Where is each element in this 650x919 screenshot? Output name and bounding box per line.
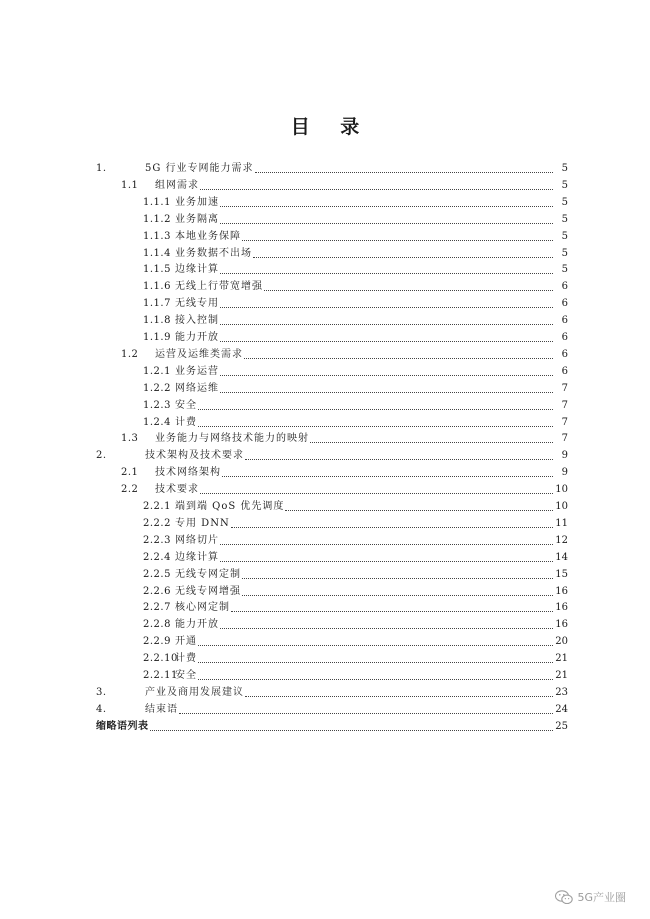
toc-entry-page: 5 (561, 179, 568, 191)
page-title: 目 录 (290, 116, 372, 138)
toc-entry-page: 7 (561, 399, 568, 411)
toc-entry[interactable] (0, 448, 650, 464)
toc-entry-label: 技术网络架构 (155, 467, 221, 479)
toc-entry[interactable] (0, 465, 650, 481)
toc-entry-page: 10 (555, 501, 568, 512)
toc-entry-page: 11 (555, 517, 568, 529)
toc-entry-page: 6 (561, 298, 568, 310)
toc-leader-dots (220, 222, 553, 224)
toc-entry-page: 6 (561, 332, 568, 343)
toc-entry-label: 结束语 (145, 703, 178, 715)
toc-entry[interactable] (0, 364, 650, 380)
toc-entry-page: 23 (555, 686, 568, 698)
toc-entry-number: 1.2.2 (143, 382, 171, 394)
toc-entry-label: 无线上行带宽增强 (175, 281, 263, 293)
toc-leader-dots (200, 188, 553, 190)
toc-entry[interactable] (0, 668, 650, 684)
toc-entry-number: 2.2.5 (143, 568, 171, 580)
toc-entry-label: 业务隔离 (175, 213, 219, 225)
toc-leader-dots (198, 408, 553, 410)
toc-entry-number: 1.2.4 (143, 416, 171, 428)
toc-entry-label: 接入控制 (175, 315, 219, 327)
toc-entry-label: 无线专网增强 (175, 585, 241, 597)
toc-entry[interactable] (0, 296, 650, 312)
toc-entry-number: 2.2.9 (143, 636, 171, 648)
toc-leader-dots (255, 171, 553, 173)
toc-entry-number: 1.1.6 (143, 281, 171, 293)
toc-leader-dots (220, 560, 553, 562)
toc-entry-number: 2.2.10 (143, 653, 178, 665)
toc-entry-page: 16 (555, 619, 568, 631)
toc-entry-page: 7 (561, 433, 568, 445)
toc-leader-dots (198, 678, 553, 680)
toc-entry-number: 1.1.8 (143, 315, 171, 327)
toc-entry[interactable] (0, 161, 650, 177)
toc-entry[interactable] (0, 398, 650, 414)
toc-entry-label: 核心网定制 (175, 602, 230, 614)
toc-entry[interactable] (0, 262, 650, 278)
toc-entry-page: 5 (561, 230, 568, 242)
toc-entry-label: 网络运维 (175, 382, 219, 394)
toc-entry[interactable] (0, 313, 650, 329)
toc-leader-dots (220, 340, 553, 342)
toc-leader-dots (245, 695, 553, 697)
toc-entry-page: 6 (561, 365, 568, 377)
toc-leader-dots (245, 458, 553, 460)
toc-leader-dots (220, 306, 553, 308)
toc-entry-number: 1.1.4 (143, 247, 171, 259)
toc-entry-label: 专用 DNN (175, 517, 230, 529)
toc-entry-label: 业务能力与网络技术能力的映射 (155, 433, 309, 445)
toc-entry[interactable] (0, 600, 650, 616)
toc-leader-dots (244, 357, 553, 359)
toc-leader-dots (220, 272, 553, 274)
toc-entry-page: 16 (555, 602, 568, 614)
toc-entry[interactable] (0, 246, 650, 262)
toc-entry-number: 2.2.3 (143, 534, 171, 546)
toc-entry-page: 25 (555, 720, 568, 732)
toc-entry-number: 1.1.5 (143, 264, 171, 276)
toc-leader-dots (242, 594, 553, 596)
toc-entry-number: 1.2.1 (143, 365, 171, 377)
toc-entry-page: 9 (561, 467, 568, 479)
toc-leader-dots (285, 509, 553, 511)
toc-entry-page: 5 (561, 163, 568, 174)
toc-entry-label: 计费 (175, 653, 197, 665)
toc-entry-page: 7 (561, 416, 568, 428)
toc-entry-number: 2.2.1 (143, 501, 171, 512)
toc-entry[interactable] (0, 719, 650, 735)
toc-entry[interactable] (0, 229, 650, 245)
toc-entry[interactable] (0, 381, 650, 397)
toc-entry-label: 无线专用 (175, 298, 219, 310)
toc-leader-dots (253, 256, 553, 258)
toc-entry-label: 无线专网定制 (175, 568, 241, 580)
toc-entry[interactable] (0, 482, 650, 498)
toc-entry-label: 边缘计算 (175, 264, 219, 276)
toc-entry-number: 1.1.3 (143, 230, 171, 242)
toc-entry-page: 5 (561, 264, 568, 276)
toc-entry[interactable] (0, 347, 650, 363)
toc-entry[interactable] (0, 651, 650, 667)
toc-entry-label: 安全 (175, 670, 197, 681)
toc-leader-dots (222, 475, 553, 477)
toc-leader-dots (220, 543, 553, 545)
toc-entry-label: 技术要求 (155, 484, 199, 496)
toc-entry-page: 6 (561, 315, 568, 327)
toc-entry[interactable] (0, 550, 650, 566)
toc-entry[interactable] (0, 330, 650, 346)
toc-entry[interactable] (0, 617, 650, 633)
toc-entry-page: 5 (561, 213, 568, 225)
toc-entry-page: 5 (561, 247, 568, 259)
toc-leader-dots (231, 610, 553, 612)
toc-entry-page: 24 (555, 703, 568, 715)
toc-entry-page: 16 (555, 585, 568, 597)
toc-entry-number: 1.1 (121, 179, 139, 191)
toc-entry-page: 10 (555, 484, 568, 496)
toc-leader-dots (179, 712, 553, 714)
toc-entry[interactable] (0, 195, 650, 211)
toc-entry-number: 2.2.7 (143, 602, 171, 614)
toc-entry[interactable] (0, 516, 650, 532)
toc-entry-label: 能力开放 (175, 332, 219, 343)
toc-leader-dots (220, 627, 553, 629)
toc-entry-page: 5 (561, 196, 568, 208)
toc-entry[interactable] (0, 499, 650, 515)
toc-entry-page: 14 (555, 551, 568, 563)
toc-leader-dots (198, 644, 553, 646)
watermark (555, 889, 626, 905)
toc-entry-label: 网络切片 (175, 534, 219, 546)
toc-entry-number: 2.2 (121, 484, 139, 496)
toc-entry-page: 6 (561, 348, 568, 360)
toc-entry[interactable] (0, 634, 650, 650)
toc-entry-label: 产业及商用发展建议 (145, 686, 244, 698)
toc-entry-page: 20 (555, 636, 568, 648)
toc-leader-dots (150, 729, 554, 731)
toc-entry-number: 2.1 (121, 467, 139, 479)
toc-entry-page: 21 (555, 653, 568, 665)
toc-leader-dots (310, 441, 553, 443)
toc-entry-label: 安全 (175, 399, 197, 411)
toc-entry-page: 12 (555, 534, 568, 546)
toc-entry-number: 4. (96, 703, 107, 715)
toc-entry-number: 2.2.2 (143, 517, 171, 529)
toc-leader-dots (200, 492, 553, 494)
toc-entry-page: 21 (555, 670, 568, 681)
toc-entry-label: 业务运营 (175, 365, 219, 377)
toc-entry-label: 技术架构及技术要求 (145, 450, 244, 462)
toc-entry-page: 9 (561, 450, 568, 462)
toc-entry-page: 6 (561, 281, 568, 293)
toc-leader-dots (220, 205, 553, 207)
wechat-icon (555, 890, 573, 905)
toc-entry-number: 1.2.3 (143, 399, 171, 411)
toc-entry-label: 运营及运维类需求 (155, 348, 243, 360)
toc-entry[interactable] (0, 178, 650, 194)
toc-leader-dots (231, 526, 553, 528)
toc-leader-dots (242, 577, 553, 579)
toc-entry-number: 2.2.6 (143, 585, 171, 597)
toc-entry[interactable] (0, 431, 650, 447)
toc-entry-number: 1.1.1 (143, 196, 171, 208)
toc-entry[interactable] (0, 584, 650, 600)
toc-entry-number: 1.1.7 (143, 298, 171, 310)
toc-entry[interactable] (0, 685, 650, 701)
toc-leader-dots (198, 425, 553, 427)
toc-entry-number: 3. (96, 686, 107, 698)
toc-leader-dots (220, 391, 553, 393)
toc-entry-label: 端到端 QoS 优先调度 (175, 501, 285, 512)
toc-entry-label: 5G 行业专网能力需求 (145, 163, 254, 174)
toc-leader-dots (242, 239, 553, 241)
toc-entry-label: 开通 (175, 636, 197, 648)
toc-entry[interactable] (0, 212, 650, 228)
toc-leader-dots (264, 289, 553, 291)
toc-entry-label: 组网需求 (155, 179, 199, 191)
toc-entry[interactable] (0, 702, 650, 718)
toc-entry[interactable] (0, 415, 650, 431)
toc-entry-number: 1.1.2 (143, 213, 171, 225)
toc-entry-page: 15 (555, 568, 568, 580)
toc-entry-number: 1.1.9 (143, 332, 171, 343)
toc-leader-dots (198, 661, 553, 663)
toc-entry-label: 缩略语列表 (96, 720, 149, 732)
toc-leader-dots (220, 323, 553, 325)
toc-entry-number: 1.3 (121, 433, 139, 445)
toc-entry-number: 2.2.8 (143, 619, 171, 631)
toc-entry-label: 计费 (175, 416, 197, 428)
toc-leader-dots (220, 374, 553, 376)
watermark-text: 5G产业圈 (577, 891, 626, 904)
toc-entry-label: 本地业务保障 (175, 230, 241, 242)
toc-entry-number: 2.2.11 (143, 670, 178, 681)
toc-entry-number: 2.2.4 (143, 551, 171, 563)
toc-entry[interactable] (0, 279, 650, 295)
toc-entry[interactable] (0, 567, 650, 583)
toc-entry-label: 能力开放 (175, 619, 219, 631)
toc-entry-number: 1.2 (121, 348, 139, 360)
toc-entry-label: 边缘计算 (175, 551, 219, 563)
toc-entry-label: 业务加速 (175, 196, 219, 208)
toc-entry[interactable] (0, 533, 650, 549)
toc-entry-label: 业务数据不出场 (175, 247, 252, 259)
toc-entry-page: 7 (561, 382, 568, 394)
toc-entry-number: 2. (96, 450, 107, 462)
toc-entry-number: 1. (96, 163, 107, 174)
